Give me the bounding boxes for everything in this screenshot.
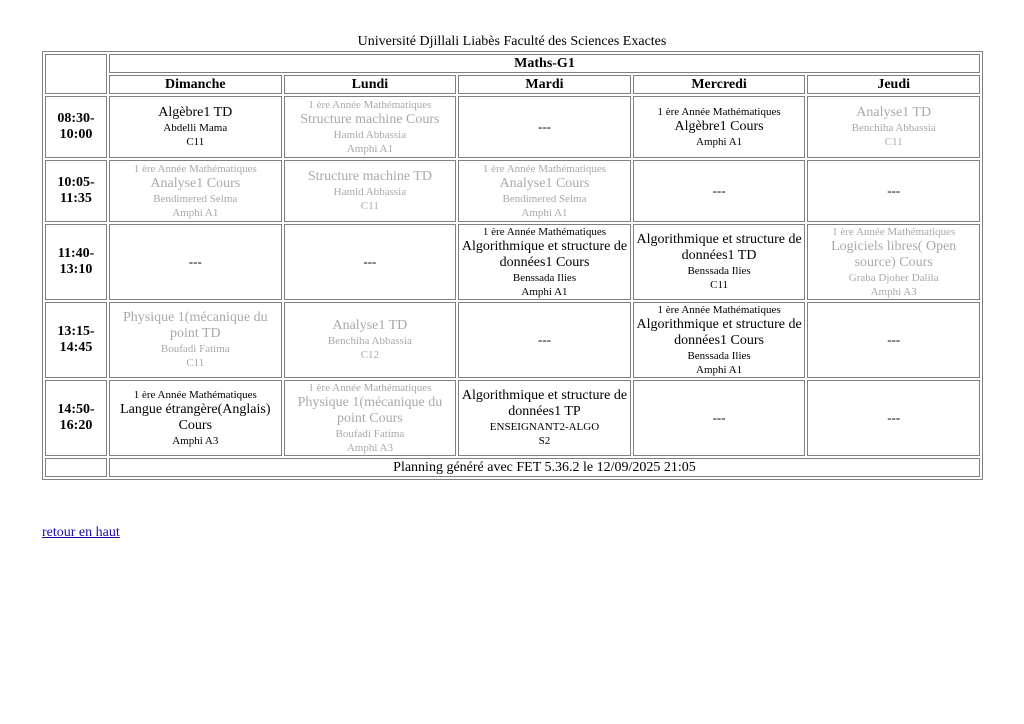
course-slot [284,96,457,158]
empty-slot-marker: --- [712,410,726,425]
time-slot [45,302,107,378]
course-slot [109,380,282,456]
footer-corner [45,458,107,477]
empty-slot [109,224,282,300]
course-subject: Algèbre1 Cours [674,119,764,134]
time-slot-line: 10:00 [59,127,93,142]
course-teacher: Amphi A1 [696,136,743,148]
course-year: 1 ère Année Mathématiques [657,106,781,118]
timetable-row [45,380,980,456]
time-slot-line: 16:20 [59,418,93,433]
course-teacher: ENSEIGNANT2-ALGO [489,421,600,433]
empty-slot [458,302,631,378]
course-teacher: Hamid Abbassia [333,129,407,141]
empty-slot-marker: --- [887,183,901,198]
group-title: Maths-G1 [109,54,980,73]
time-slot-line: 14:45 [59,340,93,355]
course-room: Amphi A1 [172,207,219,219]
course-room: C12 [360,349,380,361]
empty-slot [807,380,980,456]
course-subject: Algorithmique et structure de données1 Cours [636,317,802,348]
course-subject: Analyse1 TD [332,318,408,333]
time-slot-line: 10:05- [57,175,95,190]
course-teacher: Benchiha Abbassia [851,122,936,134]
course-slot [633,224,806,300]
course-slot [109,160,282,222]
day-header: Mardi [458,75,631,94]
course-year: 1 ère Année Mathématiques [482,163,607,175]
course-teacher: Graba Djoher Dalila [848,272,939,284]
course-room: Amphi A1 [346,143,393,155]
timetable-row [45,96,980,158]
empty-slot-marker: --- [887,332,901,347]
corner-cell [45,54,107,94]
empty-slot [633,380,806,456]
course-slot [284,302,457,378]
empty-slot [807,302,980,378]
empty-slot-marker: --- [887,410,901,425]
course-room: S2 [538,435,551,447]
course-year: 1 ère Année Mathématiques [308,382,432,394]
course-slot [807,96,980,158]
empty-slot-marker: --- [537,332,551,347]
time-slot [45,96,107,158]
course-subject: Physique 1(mécanique du point Cours [297,395,443,426]
course-slot [633,96,806,158]
footer-note: Planning généré avec FET 5.36.2 le 12/09/2025 21:05 [109,458,980,477]
course-slot [109,96,282,158]
days-header-row [45,75,980,94]
course-teacher: Benssada Ilies [687,350,751,362]
page-caption: Université Djillali Liabès Faculté des Sciences Exactes [357,34,667,49]
course-slot [109,302,282,378]
course-room: Amphi A1 [696,364,743,376]
course-slot [633,302,806,378]
time-slot-line: 13:10 [59,262,93,277]
course-subject: Algorithmique et structure de données1 Cours [461,239,628,270]
course-subject: Langue étrangère(Anglais) Cours [120,402,271,433]
course-teacher: Abdelli Mama [163,122,228,134]
empty-slot [807,160,980,222]
course-slot [458,160,631,222]
empty-slot [633,160,806,222]
time-slot-line: 08:30- [57,111,95,126]
course-room: C11 [710,279,729,291]
timetable-row [45,302,980,378]
time-slot [45,380,107,456]
course-subject: Analyse1 Cours [150,176,241,191]
course-year: 1 ère Année Mathématiques [657,304,781,316]
course-teacher: Benssada Ilies [687,265,751,277]
course-slot [458,224,631,300]
course-teacher: Bendimered Selma [502,193,587,205]
course-subject: Analyse1 Cours [499,176,590,191]
course-year: 1 ère Année Mathématiques [308,99,432,111]
empty-slot-marker: --- [537,119,551,134]
course-room: C11 [884,136,903,148]
time-slot [45,160,107,222]
timetable [42,51,983,480]
time-slot-line: 14:50- [57,402,95,417]
course-year: 1 ère Année Mathématiques [133,389,257,401]
course-subject: Algorithmique et structure de données1 TP [461,388,628,419]
time-slot-line: 11:40- [57,246,95,261]
day-header: Dimanche [109,75,282,94]
empty-slot-marker: --- [363,254,377,269]
course-subject: Structure machine Cours [300,112,440,127]
course-teacher: Hamid Abbassia [333,186,407,198]
course-subject: Logiciels libres( Open source) Cours [831,239,957,270]
time-slot-line: 11:35 [60,191,92,206]
empty-slot [458,96,631,158]
course-room: C11 [186,357,205,369]
course-subject: Algèbre1 TD [158,105,233,120]
course-room: Amphi A3 [346,442,393,454]
course-subject: Algorithmique et structure de données1 TD [636,232,802,263]
day-header: Lundi [284,75,457,94]
course-year: 1 ère Année Mathématiques [133,163,257,175]
course-room: Amphi A1 [521,207,568,219]
course-room: Amphi A3 [870,286,917,298]
course-teacher: Boufadi Fatima [335,428,405,440]
course-teacher: Benchiha Abbassia [327,335,412,347]
empty-slot-marker: --- [188,254,202,269]
course-slot [284,160,457,222]
empty-slot [284,224,457,300]
course-teacher: Amphi A3 [172,435,219,447]
course-slot [284,380,457,456]
course-teacher: Benssada Ilies [512,272,577,284]
empty-slot-marker: --- [712,183,726,198]
day-header: Mercredi [633,75,806,94]
course-subject: Analyse1 TD [856,105,932,120]
course-teacher: Bendimered Selma [153,193,238,205]
course-teacher: Boufadi Fatima [160,343,230,355]
course-slot [807,224,980,300]
time-slot-line: 13:15- [57,324,95,339]
timetable-row [45,224,980,300]
time-slot [45,224,107,300]
day-header: Jeudi [807,75,980,94]
course-room: C11 [360,200,379,212]
course-room: C11 [186,136,205,148]
timetable-row [45,160,980,222]
back-to-top-link[interactable]: retour en haut [42,525,120,540]
course-slot [458,380,631,456]
course-room: Amphi A1 [521,286,568,298]
course-subject: Physique 1(mécanique du point TD [122,310,268,341]
course-year: 1 ère Année Mathématiques [482,226,607,238]
course-year: 1 ère Année Mathématiques [832,226,956,238]
course-subject: Structure machine TD [307,169,432,184]
